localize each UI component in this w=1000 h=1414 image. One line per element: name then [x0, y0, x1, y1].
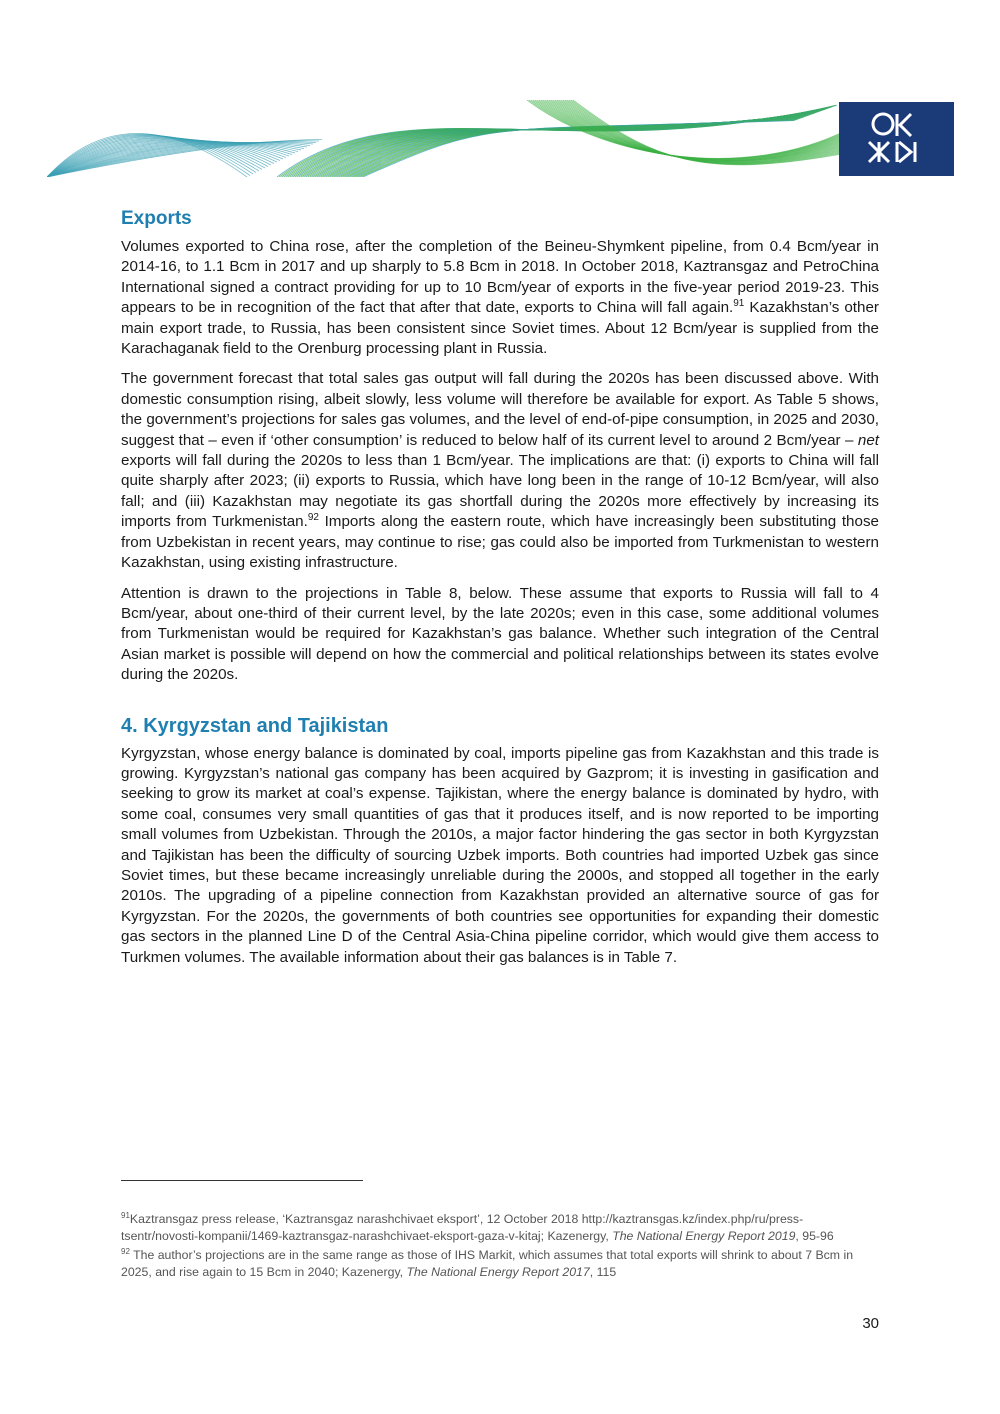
paragraph: The government forecast that total sales gas output will fall during the 2020s has been discussed above. With domestic consumption rising, albeit slowly, less volume will therefore be available for export. As Table 5 shows, the government’s projections for sales gas volumes, and the level of end-of-pipe consumption, in 2025 and 2030, suggest that – even if ‘other consumption’ is reduced to below half of its current level to around 2 Bcm/year – net exports will fall during the 2020s to less than 1 Bcm/year. The implications are that: (i) exports to China will fall quite sharply after 2023; (ii) exports to Russia, which have long been in the range of 10-12 Bcm/year, will also fall; and (iii) Kazakhstan may negotiate its gas shortfall during the 2020s more effectively by increasing its imports from Turkmenistan.$^{92}$ Imports along the eastern route, which have increasingly been substituting those from Uzbekistan in recent years, may continue to rise; gas could also be imported from Turkmenistan to western Kazakhstan, using existing infrastructure. [121, 370, 879, 572]
footnote-91: $^{91}$Kaztransgaz press release, ‘Kaztransgaz narashchivaet eksport’, 12 October 2018 http://kaztransgas.kz/index.php/ru/press-tsentr/novosti-kompanii/1469-kaztransgaz-narashchivaet-eksport-gaza-v-kitaj; Kazenergy, The National Energy Report 2019, 95-96 [121, 1210, 834, 1243]
oies-logo [839, 102, 954, 176]
footnotes [121, 1211, 879, 1283]
paragraph: Kyrgyzstan, whose energy balance is dominated by coal, imports pipeline gas from Kazakhstan and this trade is growing. Kyrgyzstan’s national gas company has been acquired by Gazprom; it is investing in gasification and seeking to grow its market at coal’s expense. Tajikistan, where the energy balance is dominated by hydro, with some coal, consumes very small quantities of gas that it produces itself, and is now reported to be importing small volumes from Uzbekistan. Through the 2010s, a major factor hindering the gas sector in both Kyrgyzstan and Tajikistan has been the difficulty of sourcing Uzbek imports. Both countries had imported Uzbek gas since Soviet times, but these became increasingly unreliable during the 2000s, and stopped all together in the early 2010s. The upgrading of a pipeline connection from Kazakhstan provided an alternative source of gas for Kyrgyzstan. For the 2020s, the governments of both countries see opportunities for expanding their domestic gas sectors in the planned Line D of the Central Asia-China pipeline corridor, which would give them access to Turkmen volumes. The available information about their gas balances is in Table 7. [121, 744, 879, 966]
footnote-ref[interactable]: 92 [307, 512, 319, 524]
page-number: 30 [862, 1315, 879, 1332]
footnote-ref[interactable]: 91 [733, 298, 745, 310]
section-title-kyrgyzstan-tajikistan: 4. Kyrgyzstan and Tajikistan [121, 714, 389, 737]
paragraph: Volumes exported to China rose, after the completion of the Beineu-Shymkent pipeline, from 0.4 Bcm/year in 2014-16, to 1.1 Bcm in 2017 and up sharply to 5.8 Bcm in 2018. In October 2018, Kaztransgaz and PetroChina International signed a contract providing for up to 10 Bcm/year of exports in the five-year period 2019-23. This appears to be in recognition of the fact that after that date, exports to China will fall again.$^{91}$ Kazakhstan’s other main export trade, to Russia, has been consistent since Soviet times. About 12 Bcm/year is supplied from the Karachaganak field to the Orenburg processing plant in Russia. [121, 238, 879, 358]
paragraph: Attention is drawn to the projections in Table 8, below. These assume that exports to Russia will fall to 4 Bcm/year, about one-third of their current level, by the late 2020s; even in this case, some additional volumes from Turkmenistan would be required for Kazakhstan’s gas balance. Whether such integration of the Central Asian market is possible will depend on how the commercial and political relationships between its states evolve during the 2020s. [121, 584, 879, 684]
main-content [121, 207, 879, 978]
logo-icon [839, 102, 954, 176]
wave-decoration [47, 100, 954, 177]
section-title-exports: Exports [121, 208, 192, 229]
header-banner [47, 100, 954, 177]
footnote-92: $^{92}$ The author’s projections are in the same range as those of IHS Markit, which assumes that total exports will shrink to about 7 Bcm in 2025, and rise again to 15 Bcm in 2040; Kazenergy, The National Energy Report 2017, 115 [121, 1246, 854, 1279]
footnote-divider [121, 1180, 363, 1181]
